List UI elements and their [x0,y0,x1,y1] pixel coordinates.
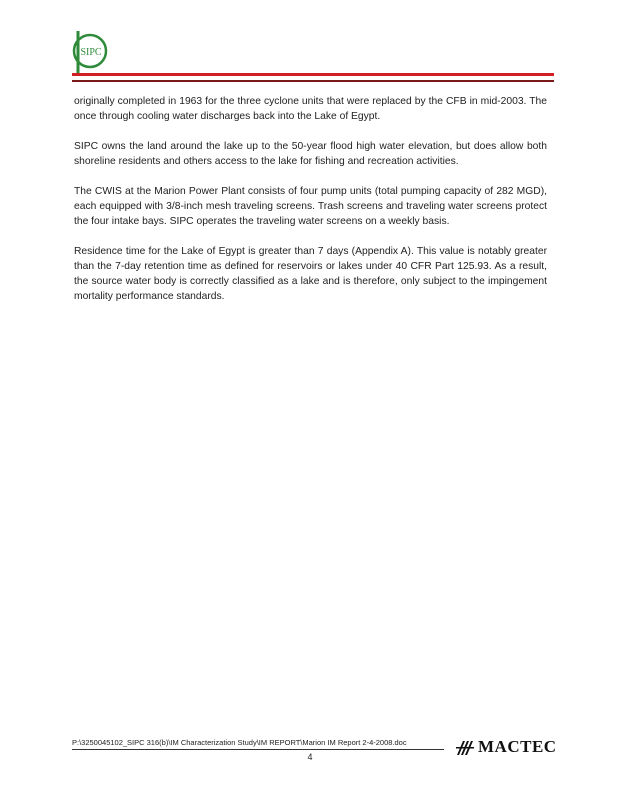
sipc-logo-icon [70,31,110,75]
paragraph-3: The CWIS at the Marion Power Plant consists of four pump units (total pumping capacity of 282 MGD), each equipped with 3/8-inch mesh traveling screens. Trash screens and traveling water screens protect the four intake bays. SIPC operates the traveling water screens on a weekly basis. [74,186,547,227]
sipc-logo [70,31,110,75]
paragraph-4: Residence time for the Lake of Egypt is greater than 7 days (Appendix A). This value is notably greater than the 7-day retention time as defined for reservoirs or lakes under 40 CFR Part 125.93. As a result, the source water body is correctly classified as a lake and is therefore, only subject to the impingement mortality performance standards. [74,246,547,302]
header-rule-dark [72,80,554,82]
page-number: 4 [307,752,313,762]
body-content [74,94,547,319]
sipc-logo-text: SIPC [80,47,102,58]
mactec-logo-icon [455,737,475,757]
footer-file-path: P:\3250045102_SIPC 316(b)\IM Characterization Study\IM REPORT\Marion IM Report 2-4-2008.doc [72,738,407,747]
footer-rule [72,749,444,750]
paragraph-1: originally completed in 1963 for the three cyclone units that were replaced by the CFB in mid-2003. The once through cooling water discharges back into the Lake of Egypt. [74,96,547,122]
mactec-logo [455,736,557,758]
mactec-logo-text: MACTEC [478,737,557,756]
header-rule-red [72,73,554,76]
paragraph-2: SIPC owns the land around the lake up to the 50-year flood high water elevation, but does allow both shoreline residents and others access to the lake for fishing and recreation activities. [74,141,547,167]
